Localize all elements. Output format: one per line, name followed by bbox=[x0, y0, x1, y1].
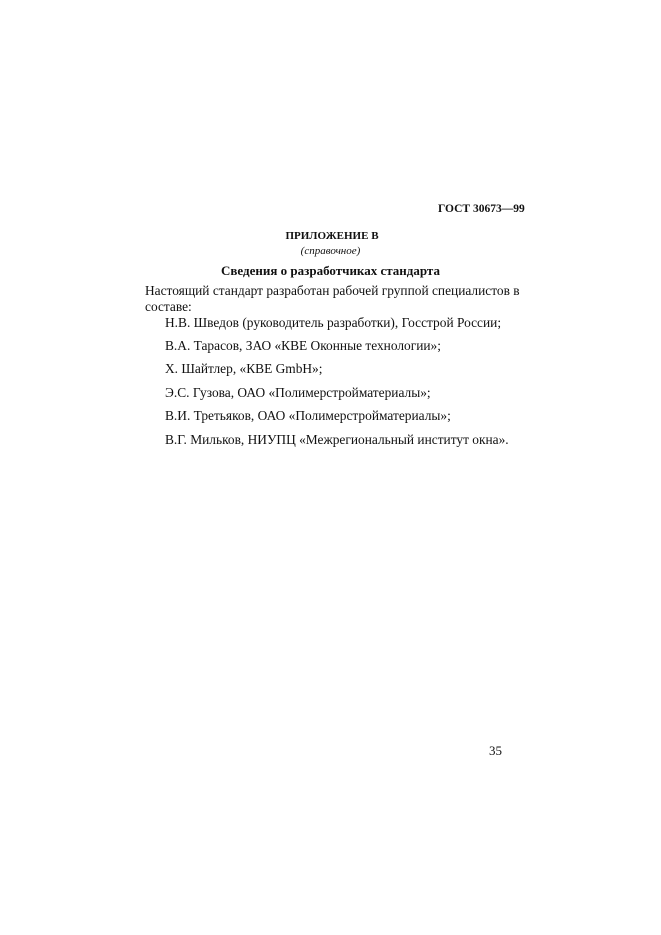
developer-item: В.А. Тарасов, ЗАО «КВЕ Оконные технологии»; bbox=[165, 338, 441, 353]
section-title: Сведения о разработчиках стандарта bbox=[221, 263, 440, 278]
developer-item: Э.С. Гузова, ОАО «Полимерстройматериалы»; bbox=[165, 385, 431, 400]
developer-item: В.И. Третьяков, ОАО «Полимерстройматериалы»; bbox=[165, 408, 451, 423]
developer-item: Н.В. Шведов (руководитель разработки), Госстрой России; bbox=[165, 315, 502, 330]
appendix-title: ПРИЛОЖЕНИЕ В bbox=[285, 230, 379, 242]
developer-item: В.Г. Мильков, НИУПЦ «Межрегиональный институт окна». bbox=[165, 432, 509, 447]
intro-paragraph: Настоящий стандарт разработан рабочей группой специалистов в составе: bbox=[145, 283, 520, 314]
document-code-header: ГОСТ 30673—99 bbox=[438, 203, 525, 215]
appendix-subtitle: (справочное) bbox=[300, 245, 361, 257]
developer-item: Х. Шайтлер, «КВЕ GmbH»; bbox=[165, 361, 323, 376]
page-number: 35 bbox=[489, 743, 502, 758]
